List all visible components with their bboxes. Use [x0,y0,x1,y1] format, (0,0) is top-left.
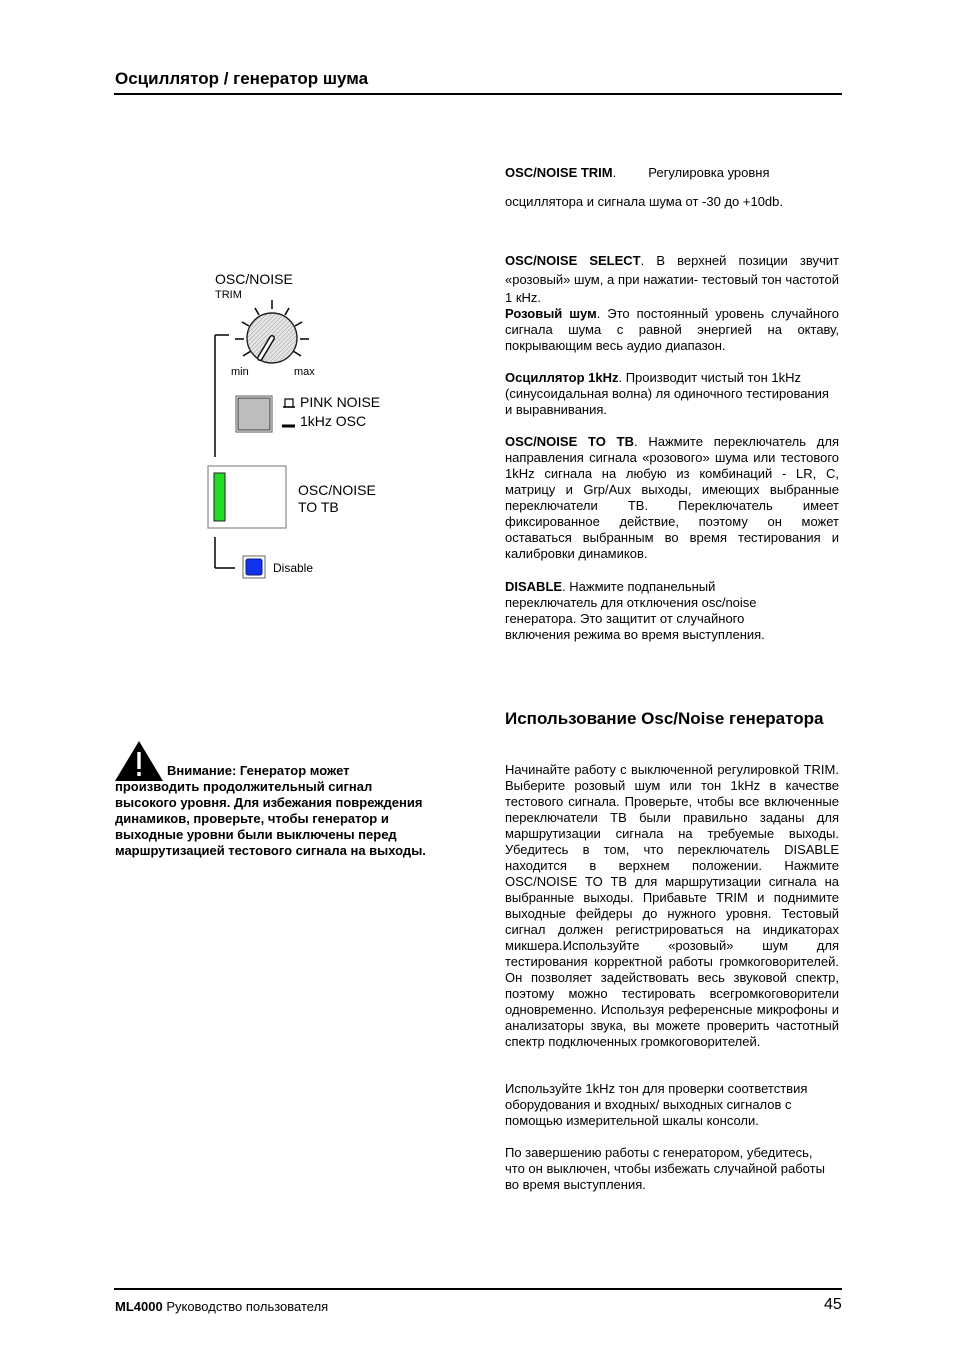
page-number: 45 [824,1296,842,1313]
footer-title: ML4000 Руководство пользователя [115,1299,329,1314]
page-title: Осциллятор / генератор шума [115,69,369,88]
osc-noise-to-tb-button [208,466,286,528]
usage-paragraph-2: Используйте 1kHz тон для проверки соответствия оборудования и входных/ выходных сигналов с помощью измерительной шкалы консоли. [505,1081,808,1128]
knob-min-label: min [231,366,249,378]
osc-noise-trim-knob [247,313,297,363]
disable-description: DISABLE. Нажмите подпанельный переключатель для отключения osc/noise генератора. Это защитит от случайного включения режима во время выступления. [505,579,765,642]
osc-panel-diagram [205,295,385,585]
select-description: OSC/NOISE SELECT. В верхней позиции звучит «розовый» шум, а при нажатии- тестовый тон частотой 1 кHz. [505,253,839,305]
to-tb-description: OSC/NOISE TO TB. Нажмите переключатель для направления сигнала «розового» шума или тестового 1kHz сигнала на любую из комбинаций - LR, C, матрицу и Grp/Aux выходы, имеющих выбранные переключатели TB. Переключатель имеет фиксированное действие, поэтому он может оставаться выбранным во время тестирования и калибровки динамиков. [505,434,839,561]
oscillator-description: Осциллятор 1kHz. Производит чистый тон 1kHz (синусоидальная волна) ля одиночного тестирования и выравнивания. [505,370,829,417]
switch-up-icon [285,399,293,407]
trim-description-line2: осциллятора и сигнала шума от -30 до +10db. [505,194,783,209]
header-rule [114,93,842,95]
pink-noise-description: Розовый шум. Это постоянный уровень случайного сигнала шума с равной энергией на октаву, покрывающим весь аудио диапазон. [505,306,839,353]
to-tb-label-line1: OSC/NOISE [298,482,376,498]
to-tb-label-line2: TO TB [298,499,339,515]
warning-text: Внимание: Генератор может производить продолжительный сигнал высокого уровня. Для избежания повреждения динамиков, проверьте, чтобы генератор и выходные уровни были выключены перед маршрутизацией тестового сигнала на выходы. [115,763,426,858]
knob-label: OSC/NOISE [215,271,293,287]
footer-rule [114,1288,842,1290]
usage-paragraph-3: По завершению работы с генератором, убедитесь, что он выключен, чтобы избежать случайной работы во время выступления. [505,1145,825,1192]
osc-noise-select-button [236,396,272,432]
knob-max-label: max [294,366,315,378]
pink-noise-label: PINK NOISE [300,394,381,410]
disable-button [243,556,265,578]
osc-1khz-label: 1kHz OSC [300,413,367,429]
knob-sublabel: TRIM [215,289,242,301]
disable-label: Disable [273,561,314,575]
section-title: Использование Osc/Noise генератора [505,709,824,728]
trim-description-line1: OSC/NOISE TRIM. Регулировка уровня [505,165,770,180]
usage-paragraph-1: Начинайте работу с выключенной регулировкой TRIM. Выберите розовый шум или тон 1kHz в качестве тестового сигнала. Проверьте, чтобы все включенные переключатели TB были правильно заданы для маршрутизации сигнала на требуемые выходы. Убедитесь в том, что переключатель DISABLE находится в верхнем положении. Нажмите OSC/NOISE TO TB для маршрутизации сигнала на выбранные выходы. Прибавьте TRIM и поднимите выходные фейдеры до нужного уровня. Тестовый сигнал должен регистрироваться на индикаторах микшера.Используйте «розовый» шум для тестирования корректной работы громкоговорителей. Он позволяет задействовать весь звуковой спектр, поэтому можно тестировать всегромкоговорители одновременно. Используя референсные микрофоны и анализаторы звука, вы можете проверить частотный спектр подключенных громкоговорителей. [505,762,839,1049]
